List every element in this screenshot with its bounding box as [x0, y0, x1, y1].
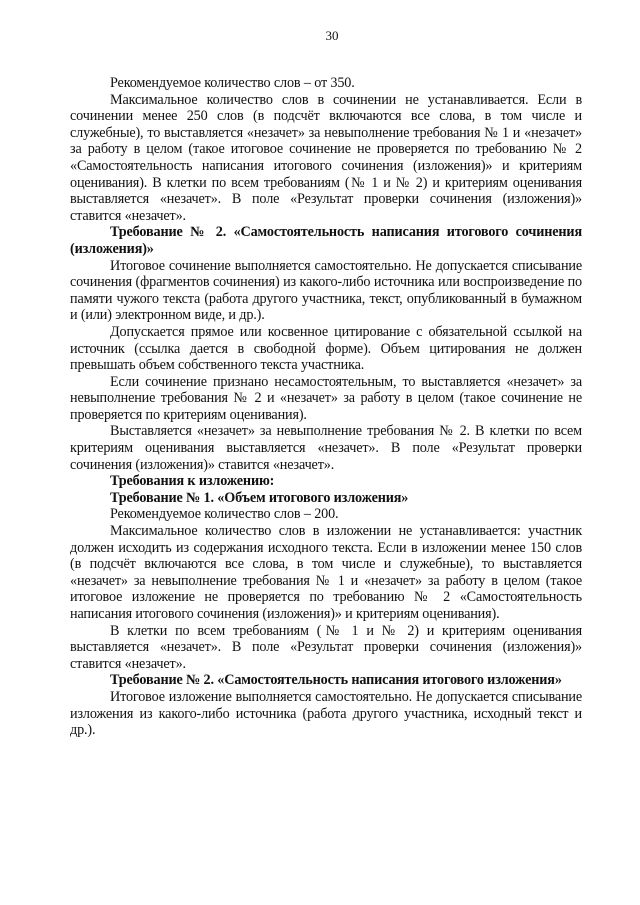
max-words-summary-paragraph: Максимальное количество слов в изложении не устанавливается: участник должен исходить из содержания исходного текста. Если в изложении менее 150 слов (в подсчёт включаются все слова, в том числе и служебные), то выставляется «незачет» за невыполнение требования № 1 и «незачет» за работу в целом (такое итоговое изложение не проверяется по требованию № 2 «Самостоятельность написания итогового сочинения (изложения)» и критериям оценивания). — [70, 523, 582, 622]
page-number: 30 — [325, 28, 339, 43]
max-words-essay-paragraph: Максимальное количество слов в сочинении не устанавливается. Если в сочинении менее 250 слов (в подсчёт включаются все слова, в том числе и служебные), то выставляется «незачет» за невыполнение требования № 1 и «незачет» за работу в целом (такое итоговое сочинение не проверяется по требованию № 2 «Самостоятельность написания итогового сочинения (изложения)» и критериям оценивания). В клетки по всем требованиям (№ 1 и № 2) и критериям оценивания выставляется «незачет». В поле «Результат проверки сочинения (изложения)» ставится «незачет». — [70, 91, 582, 224]
citation-paragraph: Допускается прямое или косвенное цитирование с обязательной ссылкой на источник (ссылка дается в свободной форме). Объем цитирования не должен превышать объем собственного текста участника. — [70, 323, 582, 374]
independent-writing-paragraph: Итоговое сочинение выполняется самостоятельно. Не допускается списывание сочинения (фрагментов сочинения) из какого-либо источника или воспроизведение по памяти чужого текста (работа другого участника, текст, опубликованный в бумажном и (или) электронном виде, и др.). — [70, 257, 582, 324]
summary-requirements-heading: Требования к изложению: — [110, 473, 275, 490]
requirement-2-summary-heading: Требование № 2. «Самостоятельность написания итогового изложения» — [110, 672, 562, 689]
recommended-words-essay: Рекомендуемое количество слов – от 350. — [110, 75, 355, 91]
recommended-words-summary: Рекомендуемое количество слов – 200. — [110, 506, 339, 523]
not-independent-paragraph: Если сочинение признано несамостоятельным, то выставляется «незачет» за невыполнение требования № 2 и «незачет» за работу в целом (такое сочинение не проверяется по критериям оценивания). — [70, 373, 582, 423]
fail-assignment-paragraph: Выставляется «незачет» за невыполнение требования № 2. В клетки по всем критериям оценивания выставляется «незачет». В поле «Результат проверки сочинения (изложения)» ставится «незачет». — [70, 423, 582, 473]
independent-summary-paragraph: Итоговое изложение выполняется самостоятельно. Не допускается списывание изложения из какого-либо источника (работа другого участника, исходный текст и др.). — [70, 688, 582, 739]
requirement-2-essay-heading: Требование № 2. «Самостоятельность написания итогового сочинения (изложения)» — [70, 224, 582, 257]
page-content — [70, 28, 582, 739]
cells-fail-paragraph: В клетки по всем требованиям (№ 1 и № 2) и критериям оценивания выставляется «незачет». В поле «Результат проверки сочинения (изложения)» ставится «незачет». — [70, 622, 582, 672]
requirement-1-summary-heading: Требование № 1. «Объем итогового изложения» — [110, 489, 409, 506]
